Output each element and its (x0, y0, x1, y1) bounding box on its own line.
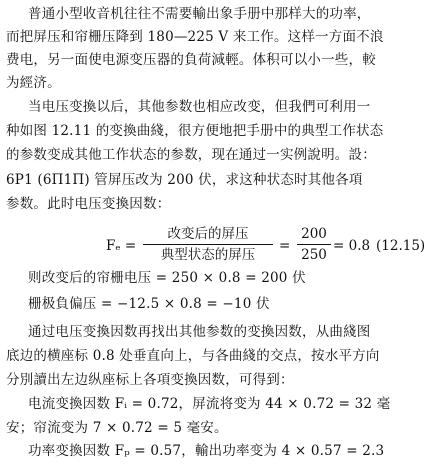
equation-12-15 (0, 224, 448, 268)
text-line: 普通小型收音机往往不需要輸出象手册中那样大的功率， (28, 6, 371, 22)
equation-lhs: Fₑ = (106, 238, 137, 254)
fraction-denominator: 典型状态的屏压 (160, 247, 256, 263)
equation-fraction (143, 224, 273, 265)
equation-numeric-fraction (297, 224, 331, 265)
equation-result: = 0.8 (333, 238, 371, 254)
text-line: 参数。此时电压变換因数： (6, 196, 171, 212)
numeric-numerator: 200 (297, 224, 331, 245)
text-line: 则改变后的帘栅电压 = 250 × 0.8 = 200 伏 (28, 270, 306, 286)
text-line: 分別讀出左边纵座标上各項变換因数，可得到： (6, 372, 294, 388)
fraction-numerator: 改变后的屏压 (143, 224, 273, 245)
text-line: 当电压变換以后，其他参数也相应改变，但我們可利用一 (28, 99, 371, 115)
text-line: 为經济。 (6, 75, 61, 91)
text-line: 安；帘流变为 7 × 0.72 = 5 毫安。 (6, 420, 228, 436)
text-line: 功率变換因数 Fₚ = 0.57，輸出功率变为 4 × 0.57 = 2.3 (28, 443, 385, 459)
text-line: 底边的横座标 0.8 处垂直向上，与各曲綫的交点，按水平方向 (6, 348, 380, 364)
text-line: 通过电压变換因数再找出其他参数的变換因数，从曲綫图 (28, 324, 371, 340)
text-line: 的参数变成其他工作状态的参数，现在通过一实例說明。設： (6, 147, 376, 163)
text-line: 栅极負偏压 = −12.5 × 0.8 = −10 伏 (28, 296, 270, 312)
text-line: 电流变換因数 Fᵢ = 0.72，屏流将变为 44 × 0.72 = 32 毫 (28, 396, 391, 412)
equation-equals: = (279, 238, 291, 254)
equation-number: (12.15) (376, 238, 426, 254)
text-line: 而把屏压和帘栅压降到 180—225 V 来工作。这样一方面不浪 (6, 29, 384, 45)
numeric-denominator: 250 (301, 247, 327, 263)
text-line: 种如图 12.11 的变換曲綫，很方便地把手册中的典型工作状态 (6, 123, 384, 139)
text-line: 费电，另一面使电源变压器的負荷減輕。体积可以小一些，較 (6, 52, 376, 68)
text-line: 6P1 (6П1П) 管屏压改为 200 伏，求这种状态时其他各項 (6, 172, 363, 188)
